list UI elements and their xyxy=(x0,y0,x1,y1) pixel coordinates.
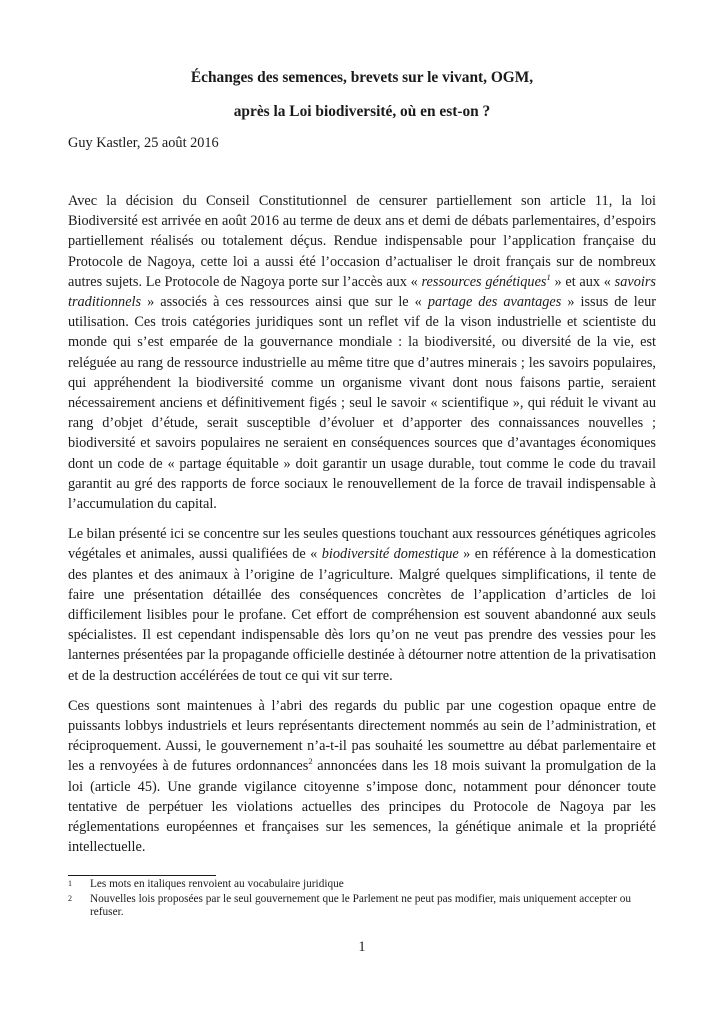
footnote-number: 1 xyxy=(68,879,72,888)
text-run: » en référence à la domestication des plantes et des animaux à l’origine de l’agriculture. Malgré quelques simplifications, il tente de faire une présentation détaillée des conséquences concrètes de l’application d’articles de loi difficilement lisibles pour le profane. Cet effort de compréhension est souvent abandonné aux seuls spécialistes. Il est cependant indispensable dès lors qu’on ne veut pas prendre des vessies pour les lanternes présentées par la propagande officielle destinée à détourner notre attention de la privatisation et de la destruction accélérées de tout ce qui vit sur terre. xyxy=(68,546,656,684)
footnote-text: Les mots en italiques renvoient au vocabulaire juridique xyxy=(90,878,344,890)
text-run: Ces questions sont maintenues à l’abri des regards du public par une cogestion opaque entre de puissants lobbys industriels et leurs représentants directement nommés au sein de l’administration, et réciproquement. Aussi, le gouvernement n’a-t-il pas souhaité les soumettre au débat parlementaire et les a renvoyées à de futures ordonnances xyxy=(68,697,656,775)
paragraph xyxy=(68,524,656,686)
italic-term: biodiversité domestique xyxy=(321,546,459,563)
footnote-number: 2 xyxy=(68,893,72,903)
page-number: 1 xyxy=(358,939,366,955)
text-run: annoncées dans les 18 mois suivant la promulgation de la loi (article 45). Une grande vigilance citoyenne s’impose donc, notamment pour dénoncer toute tentative de perpétuer les violations actuelles des principes du Protocole de Nagoya par les réglementations européennes et françaises sur les semences, la génétique animale et la propriété intellectuelle. xyxy=(68,758,657,856)
document-body xyxy=(68,191,656,868)
italic-term: savoirs traditionnels xyxy=(68,273,656,311)
text-run: » issus de leur utilisation. Ces trois catégories juridiques sont un reflet vif de la vison industrielle et scientiste du monde qui s’est emparée de la gouvernance mondiale : la biodiversité, ou diversité de la vie, est reléguée au rang de ressource industrielle au même titre que d’autres minerais ; les savoirs populaires, qui appréhendent la biodiversité comme un organisme vivant dont nous faisons partie, seraient nécessairement anciens et définitivement figés ; seul le savoir « scientifique », qui réduit le vivant au rang d’objet d’étude, serait susceptible d’évoluer et d’apporter des connaissances nouvelles ; biodiversité et savoirs populaires ne seraient en conséquences sources que d’avantages économiques dont un code de « partage équitable » doit garantir un usage durable, tout comme le code du travail garantit au gré des rapports de force sociaux le renouvellement de la force de travail indispensable à l’accumulation du capital. xyxy=(68,294,657,513)
footnote-reference: 1 xyxy=(546,272,551,283)
paragraph xyxy=(68,191,656,514)
footnote-text: Nouvelles lois proposées par le seul gouvernement que le Parlement ne peut pas modifier, mais uniquement accepter ou refuser. xyxy=(90,892,632,919)
italic-term: partage des avantages xyxy=(427,294,562,311)
footnote-separator xyxy=(68,875,216,876)
title-line-2: après la Loi biodiversité, où en est-on ? xyxy=(233,103,491,120)
text-run: » et aux « xyxy=(550,273,615,290)
footnotes xyxy=(68,878,656,921)
text-run: Avec la décision du Conseil Constitutionnel de censurer partiellement son article 11, la loi Biodiversité est arrivée en août 2016 au terme de deux ans et demi de débats parlementaires, d’espoirs partiellement réalisés ou totalement déçus. Rendue indispensable pour l’application française du Protocole de Nagoya, cette loi a aussi été l’occasion d’actualiser le droit français sur de nombreux autres sujets. Le Protocole de Nagoya porte sur l’accès aux « xyxy=(68,193,656,290)
italic-term: ressources génétiques xyxy=(421,273,547,290)
footnote xyxy=(68,893,656,920)
text-run: » associés à ces ressources ainsi que sur le « xyxy=(141,294,428,311)
title-line-1: Échanges des semences, brevets sur le vivant, OGM, xyxy=(190,69,534,86)
footnote-reference: 2 xyxy=(308,756,313,767)
text-run: Le bilan présenté ici se concentre sur les seules questions touchant aux ressources génétiques agricoles végétales et animales, aussi qualifiées de « xyxy=(68,526,656,563)
paragraph xyxy=(68,696,656,858)
footnote xyxy=(68,878,656,892)
author-date-line: Guy Kastler, 25 août 2016 xyxy=(68,135,219,151)
